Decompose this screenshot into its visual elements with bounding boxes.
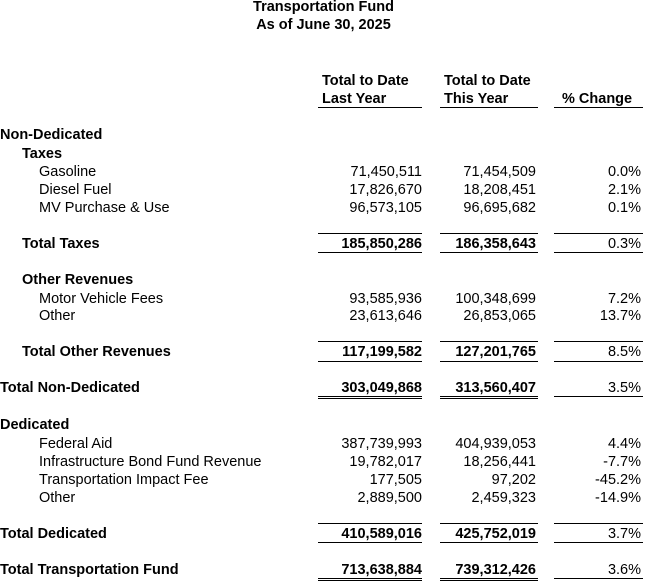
subtotal-line: [318, 341, 422, 342]
report-subtitle: As of June 30, 2025: [256, 17, 391, 33]
total-underline: [440, 542, 538, 543]
grand-total-this-year: 739,312,426: [455, 562, 536, 578]
total-non-dedicated-label: Total Non-Dedicated: [0, 380, 140, 396]
cell-change: 13.7%: [599, 308, 641, 324]
grand-total-label: Total Transportation Fund: [0, 562, 179, 578]
subtotal-line: [440, 523, 538, 524]
total-taxes-last-year: 185,850,286: [341, 236, 422, 252]
subtotal-line: [554, 341, 643, 342]
total-non-dedicated-this-year: 313,560,407: [455, 380, 536, 396]
total-underline: [554, 578, 643, 579]
cell-this-year: 71,454,509: [463, 164, 536, 180]
cell-last-year: 71,450,511: [350, 164, 422, 180]
cell-last-year: 177,505: [369, 472, 422, 488]
cell-change: 0.1%: [607, 200, 641, 216]
section-non-dedicated: Non-Dedicated: [0, 127, 103, 143]
row-label: Other: [39, 490, 76, 506]
total-dedicated-change: 3.7%: [607, 526, 641, 542]
cell-change: 0.0%: [607, 164, 641, 180]
row-label: Diesel Fuel: [39, 182, 112, 198]
total-non-dedicated-last-year: 303,049,868: [341, 380, 422, 396]
col-change: % Change: [562, 91, 633, 107]
total-underline: [554, 542, 643, 543]
total-non-dedicated-change: 3.5%: [607, 380, 641, 396]
header-underline-change: [554, 107, 643, 108]
subtotal-line: [554, 523, 643, 524]
cell-change: -14.9%: [595, 490, 641, 506]
total-taxes-label: Total Taxes: [22, 236, 100, 252]
group-taxes: Taxes: [22, 146, 63, 162]
cell-last-year: 387,739,993: [341, 436, 422, 452]
row-label: Gasoline: [39, 164, 97, 180]
cell-change: -45.2%: [595, 472, 641, 488]
total-other-revenues-this-year: 127,201,765: [455, 344, 536, 360]
subtotal-line: [318, 523, 422, 524]
cell-this-year: 18,256,441: [463, 454, 536, 470]
row-label: Motor Vehicle Fees: [39, 291, 164, 307]
section-dedicated: Dedicated: [0, 417, 70, 433]
total-underline: [318, 252, 422, 253]
row-label: Other: [39, 308, 76, 324]
cell-change: 4.4%: [607, 436, 641, 452]
header-underline-last-year: [318, 107, 422, 108]
total-taxes-change: 0.3%: [607, 236, 641, 252]
cell-last-year: 96,573,105: [349, 200, 422, 216]
cell-this-year: 404,939,053: [455, 436, 536, 452]
total-other-revenues-label: Total Other Revenues: [22, 344, 171, 360]
cell-change: 7.2%: [607, 291, 641, 307]
row-label: Federal Aid: [39, 436, 113, 452]
subtotal-line: [318, 233, 422, 234]
cell-this-year: 18,208,451: [463, 182, 536, 198]
subtotal-line: [440, 233, 538, 234]
col-last-year-line1: Total to Date: [322, 73, 409, 89]
report-title: Transportation Fund: [253, 0, 394, 15]
col-last-year-line2: Last Year: [322, 91, 387, 107]
total-taxes-this-year: 186,358,643: [455, 236, 536, 252]
row-label: MV Purchase & Use: [39, 200, 170, 216]
total-dedicated-label: Total Dedicated: [0, 526, 107, 542]
total-underline: [318, 542, 422, 543]
row-label: Infrastructure Bond Fund Revenue: [39, 454, 262, 470]
subtotal-line: [554, 233, 643, 234]
total-other-revenues-last-year: 117,199,582: [342, 344, 422, 360]
row-label: Transportation Impact Fee: [39, 472, 209, 488]
cell-this-year: 100,348,699: [455, 291, 536, 307]
subtotal-line: [440, 341, 538, 342]
total-dedicated-this-year: 425,752,019: [455, 526, 536, 542]
grand-total-change: 3.6%: [607, 562, 641, 578]
cell-last-year: 19,782,017: [349, 454, 422, 470]
double-underline: [440, 578, 538, 581]
cell-change: -7.7%: [603, 454, 641, 470]
cell-change: 2.1%: [607, 182, 641, 198]
total-underline: [554, 396, 643, 397]
cell-this-year: 26,853,065: [463, 308, 536, 324]
total-underline: [318, 361, 422, 362]
header-underline-this-year: [440, 107, 538, 108]
total-underline: [440, 252, 538, 253]
double-underline: [318, 578, 422, 581]
cell-this-year: 2,459,323: [471, 490, 536, 506]
double-underline: [440, 396, 538, 399]
cell-this-year: 97,202: [491, 472, 536, 488]
total-underline: [554, 252, 643, 253]
total-underline: [440, 361, 538, 362]
group-other-revenues: Other Revenues: [22, 272, 134, 288]
cell-last-year: 17,826,670: [349, 182, 422, 198]
total-underline: [554, 361, 643, 362]
grand-total-last-year: 713,638,884: [341, 562, 422, 578]
col-this-year-line2: This Year: [444, 91, 509, 107]
total-dedicated-last-year: 410,589,016: [341, 526, 422, 542]
double-underline: [318, 396, 422, 399]
cell-last-year: 23,613,646: [349, 308, 422, 324]
cell-last-year: 93,585,936: [349, 291, 422, 307]
col-this-year-line1: Total to Date: [444, 73, 531, 89]
cell-this-year: 96,695,682: [463, 200, 536, 216]
total-other-revenues-change: 8.5%: [607, 344, 641, 360]
cell-last-year: 2,889,500: [357, 490, 422, 506]
